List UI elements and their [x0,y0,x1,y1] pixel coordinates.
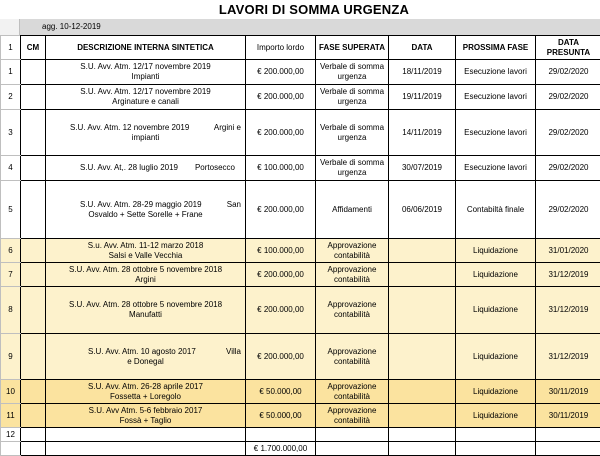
fase-cell[interactable]: Verbale di somma urgenza [316,156,389,181]
col-header-data-presunta[interactable]: DATA PRESUNTA [536,36,600,60]
table-row [1,287,600,334]
row-number[interactable]: 12 [1,428,21,442]
data-cell[interactable] [389,287,456,334]
fase-cell[interactable]: Approvazione contabilità [316,334,389,380]
description-line: S.U. Avv. Atm. 26-28 aprile 2017 [48,382,243,392]
amount-cell[interactable]: € 200.000,00 [246,287,316,334]
fase-cell[interactable]: Verbale di somma urgenza [316,110,389,156]
presunta-cell[interactable] [536,442,600,456]
fase-cell[interactable]: Approvazione contabilità [316,239,389,263]
description-cell[interactable] [46,442,246,456]
cm-cell[interactable] [21,428,46,442]
description-cell[interactable] [46,428,246,442]
total-amount[interactable]: € 1.700.000,00 [246,442,316,456]
sheet-title: LAVORI DI SOMMA URGENZA [0,0,600,19]
presunta-cell[interactable]: 29/02/2020 [536,156,600,181]
prossima-cell[interactable]: Contabiltà finale [456,181,536,239]
prossima-cell[interactable] [456,442,536,456]
col-header-importo[interactable]: Importo lordo [246,36,316,60]
row-number[interactable]: 3 [1,110,21,156]
col-header-cm[interactable]: CM [21,36,46,60]
cm-cell[interactable] [21,287,46,334]
fase-cell[interactable]: Affidamenti [316,181,389,239]
description-line: Fossetta + Loregolo [48,392,243,402]
row-number[interactable]: 7 [1,263,21,287]
data-cell[interactable]: 18/11/2019 [389,60,456,85]
cm-cell[interactable] [21,110,46,156]
row-number[interactable]: 1 [1,36,21,60]
cm-cell[interactable] [21,380,46,404]
data-cell[interactable] [389,380,456,404]
row-number[interactable]: 8 [1,287,21,334]
amount-cell[interactable]: € 200.000,00 [246,181,316,239]
cm-cell[interactable] [21,85,46,110]
table-row [1,85,600,110]
data-cell[interactable] [389,239,456,263]
amount-cell[interactable]: € 100.000,00 [246,239,316,263]
prossima-cell[interactable]: Liquidazione [456,334,536,380]
table-row [1,156,600,181]
presunta-cell[interactable]: 29/02/2020 [536,60,600,85]
description-line: S.u. Avv. Atm. 11-12 marzo 2018 [48,241,243,251]
table-row [1,239,600,263]
cm-cell[interactable] [21,263,46,287]
data-cell[interactable]: 19/11/2019 [389,85,456,110]
amount-cell[interactable]: € 100.000,00 [246,156,316,181]
fase-cell[interactable] [316,442,389,456]
description-line: S.U. Avv. Atm. 12/17 novembre 2019 [48,87,243,97]
prossima-cell[interactable]: Liquidazione [456,380,536,404]
presunta-cell[interactable]: 29/02/2020 [536,181,600,239]
description-cell[interactable] [46,334,246,380]
presunta-cell[interactable]: 30/11/2019 [536,380,600,404]
presunta-cell[interactable]: 30/11/2019 [536,404,600,428]
row-number[interactable]: 5 [1,181,21,239]
data-cell[interactable] [389,334,456,380]
row-number[interactable]: 10 [1,380,21,404]
description-line: S.U. Avv. Atm. 28 ottobre 5 novembre 2018 [48,300,243,310]
presunta-cell[interactable] [536,428,600,442]
data-cell[interactable] [389,404,456,428]
description-line: S.U. Avv Atm. 5-6 febbraio 2017 [48,406,243,416]
description-line: S.U. Avv. Atm. 12/17 novembre 2019 [48,62,243,72]
description-line: S.U. Avv. At,. 28 luglio 2019 [50,163,178,173]
col-header-fase-superata[interactable]: FASE SUPERATA [316,36,389,60]
cm-cell[interactable] [21,181,46,239]
cm-cell[interactable] [21,239,46,263]
prossima-cell[interactable]: Esecuzione lavori [456,110,536,156]
description-line: S.U. Avv. Atm. 28-29 maggio 2019 [50,200,202,210]
description-cell[interactable] [46,239,246,263]
description-cell[interactable] [46,181,246,239]
amount-cell[interactable]: € 200.000,00 [246,334,316,380]
fase-cell[interactable] [316,428,389,442]
amount-cell[interactable]: € 200.000,00 [246,60,316,85]
total-row [1,442,600,456]
row-number[interactable]: 6 [1,239,21,263]
description-line: Manufatti [48,310,243,320]
amount-cell[interactable]: € 200.000,00 [246,85,316,110]
table-row [1,263,600,287]
col-header-descrizione[interactable]: DESCRIZIONE INTERNA SINTETICA [46,36,246,60]
prossima-cell[interactable] [456,428,536,442]
description-cell[interactable] [46,263,246,287]
col-header-data[interactable]: DATA [389,36,456,60]
description-line: e Donegal [48,357,243,367]
description-line: Salsi e Valle Vecchia [48,251,243,261]
presunta-cell[interactable]: 29/02/2020 [536,85,600,110]
table-row [1,181,600,239]
row-number[interactable]: 4 [1,156,21,181]
works-table [0,35,600,456]
description-line: Fossà + Taglio [48,416,243,426]
description-cell[interactable] [46,287,246,334]
data-cell[interactable]: 30/07/2019 [389,156,456,181]
update-date: agg. 10-12-2019 [20,19,600,35]
description-extra: San [227,200,241,210]
amount-cell[interactable] [246,428,316,442]
description-extra: Portosecco [195,163,241,173]
row-number[interactable]: 11 [1,404,21,428]
description-extra: Villa [226,347,241,357]
prossima-cell[interactable]: Liquidazione [456,263,536,287]
data-cell[interactable] [389,428,456,442]
fase-cell[interactable]: Verbale di somma urgenza [316,85,389,110]
presunta-cell[interactable]: 29/02/2020 [536,110,600,156]
presunta-cell[interactable]: 31/12/2019 [536,287,600,334]
prossima-cell[interactable]: Liquidazione [456,404,536,428]
presunta-cell[interactable]: 31/12/2019 [536,334,600,380]
row-number[interactable]: 1 [1,60,21,85]
prossima-cell[interactable]: Liquidazione [456,239,536,263]
table-row [1,60,600,85]
description-cell[interactable] [46,60,246,85]
prossima-cell[interactable]: Liquidazione [456,287,536,334]
prossima-cell[interactable]: Esecuzione lavori [456,60,536,85]
description-line: Osvaldo + Sette Sorelle + Frane [48,210,243,220]
table-row [1,404,600,428]
row-header-blank [0,19,20,35]
presunta-cell[interactable]: 31/01/2020 [536,239,600,263]
description-extra: Argini e [214,123,241,133]
header-row [1,36,600,60]
fase-cell[interactable]: Approvazione contabilità [316,263,389,287]
cm-cell[interactable] [21,334,46,380]
table-row [1,110,600,156]
data-cell[interactable]: 06/06/2019 [389,181,456,239]
table-row [1,334,600,380]
cm-cell[interactable] [21,404,46,428]
description-cell[interactable] [46,380,246,404]
row-number[interactable]: 9 [1,334,21,380]
description-line: S.U. Avv. Atm. 10 agosto 2017 [50,347,196,357]
amount-cell[interactable]: € 50.000,00 [246,404,316,428]
description-cell[interactable] [46,404,246,428]
cm-cell[interactable] [21,442,46,456]
table-row [1,428,600,442]
row-number[interactable] [1,442,21,456]
description-line: Impianti [48,72,243,82]
description-line: Argini [48,275,243,285]
table-row [1,380,600,404]
amount-cell[interactable]: € 50.000,00 [246,380,316,404]
description-line: impianti [48,133,243,143]
description-cell[interactable] [46,156,246,181]
cm-cell[interactable] [21,60,46,85]
fase-cell[interactable]: Approvazione contabilità [316,287,389,334]
data-cell[interactable] [389,263,456,287]
fase-cell[interactable]: Approvazione contabilità [316,380,389,404]
prossima-cell[interactable]: Esecuzione lavori [456,156,536,181]
row-number[interactable]: 2 [1,85,21,110]
description-line: Arginature e canali [48,97,243,107]
cm-cell[interactable] [21,156,46,181]
col-header-prossima-fase[interactable]: PROSSIMA FASE [456,36,536,60]
data-cell[interactable] [389,442,456,456]
description-cell[interactable] [46,85,246,110]
description-cell[interactable] [46,110,246,156]
presunta-cell[interactable]: 31/12/2019 [536,263,600,287]
fase-cell[interactable]: Verbale di somma urgenza [316,60,389,85]
data-cell[interactable]: 14/11/2019 [389,110,456,156]
description-line: S.U. Avv. Atm. 28 ottobre 5 novembre 2018 [48,265,243,275]
amount-cell[interactable]: € 200.000,00 [246,263,316,287]
prossima-cell[interactable]: Esecuzione lavori [456,85,536,110]
description-line: S.U. Avv. Atm. 12 novembre 2019 [50,123,189,133]
fase-cell[interactable]: Approvazione contabilità [316,404,389,428]
amount-cell[interactable]: € 200.000,00 [246,110,316,156]
